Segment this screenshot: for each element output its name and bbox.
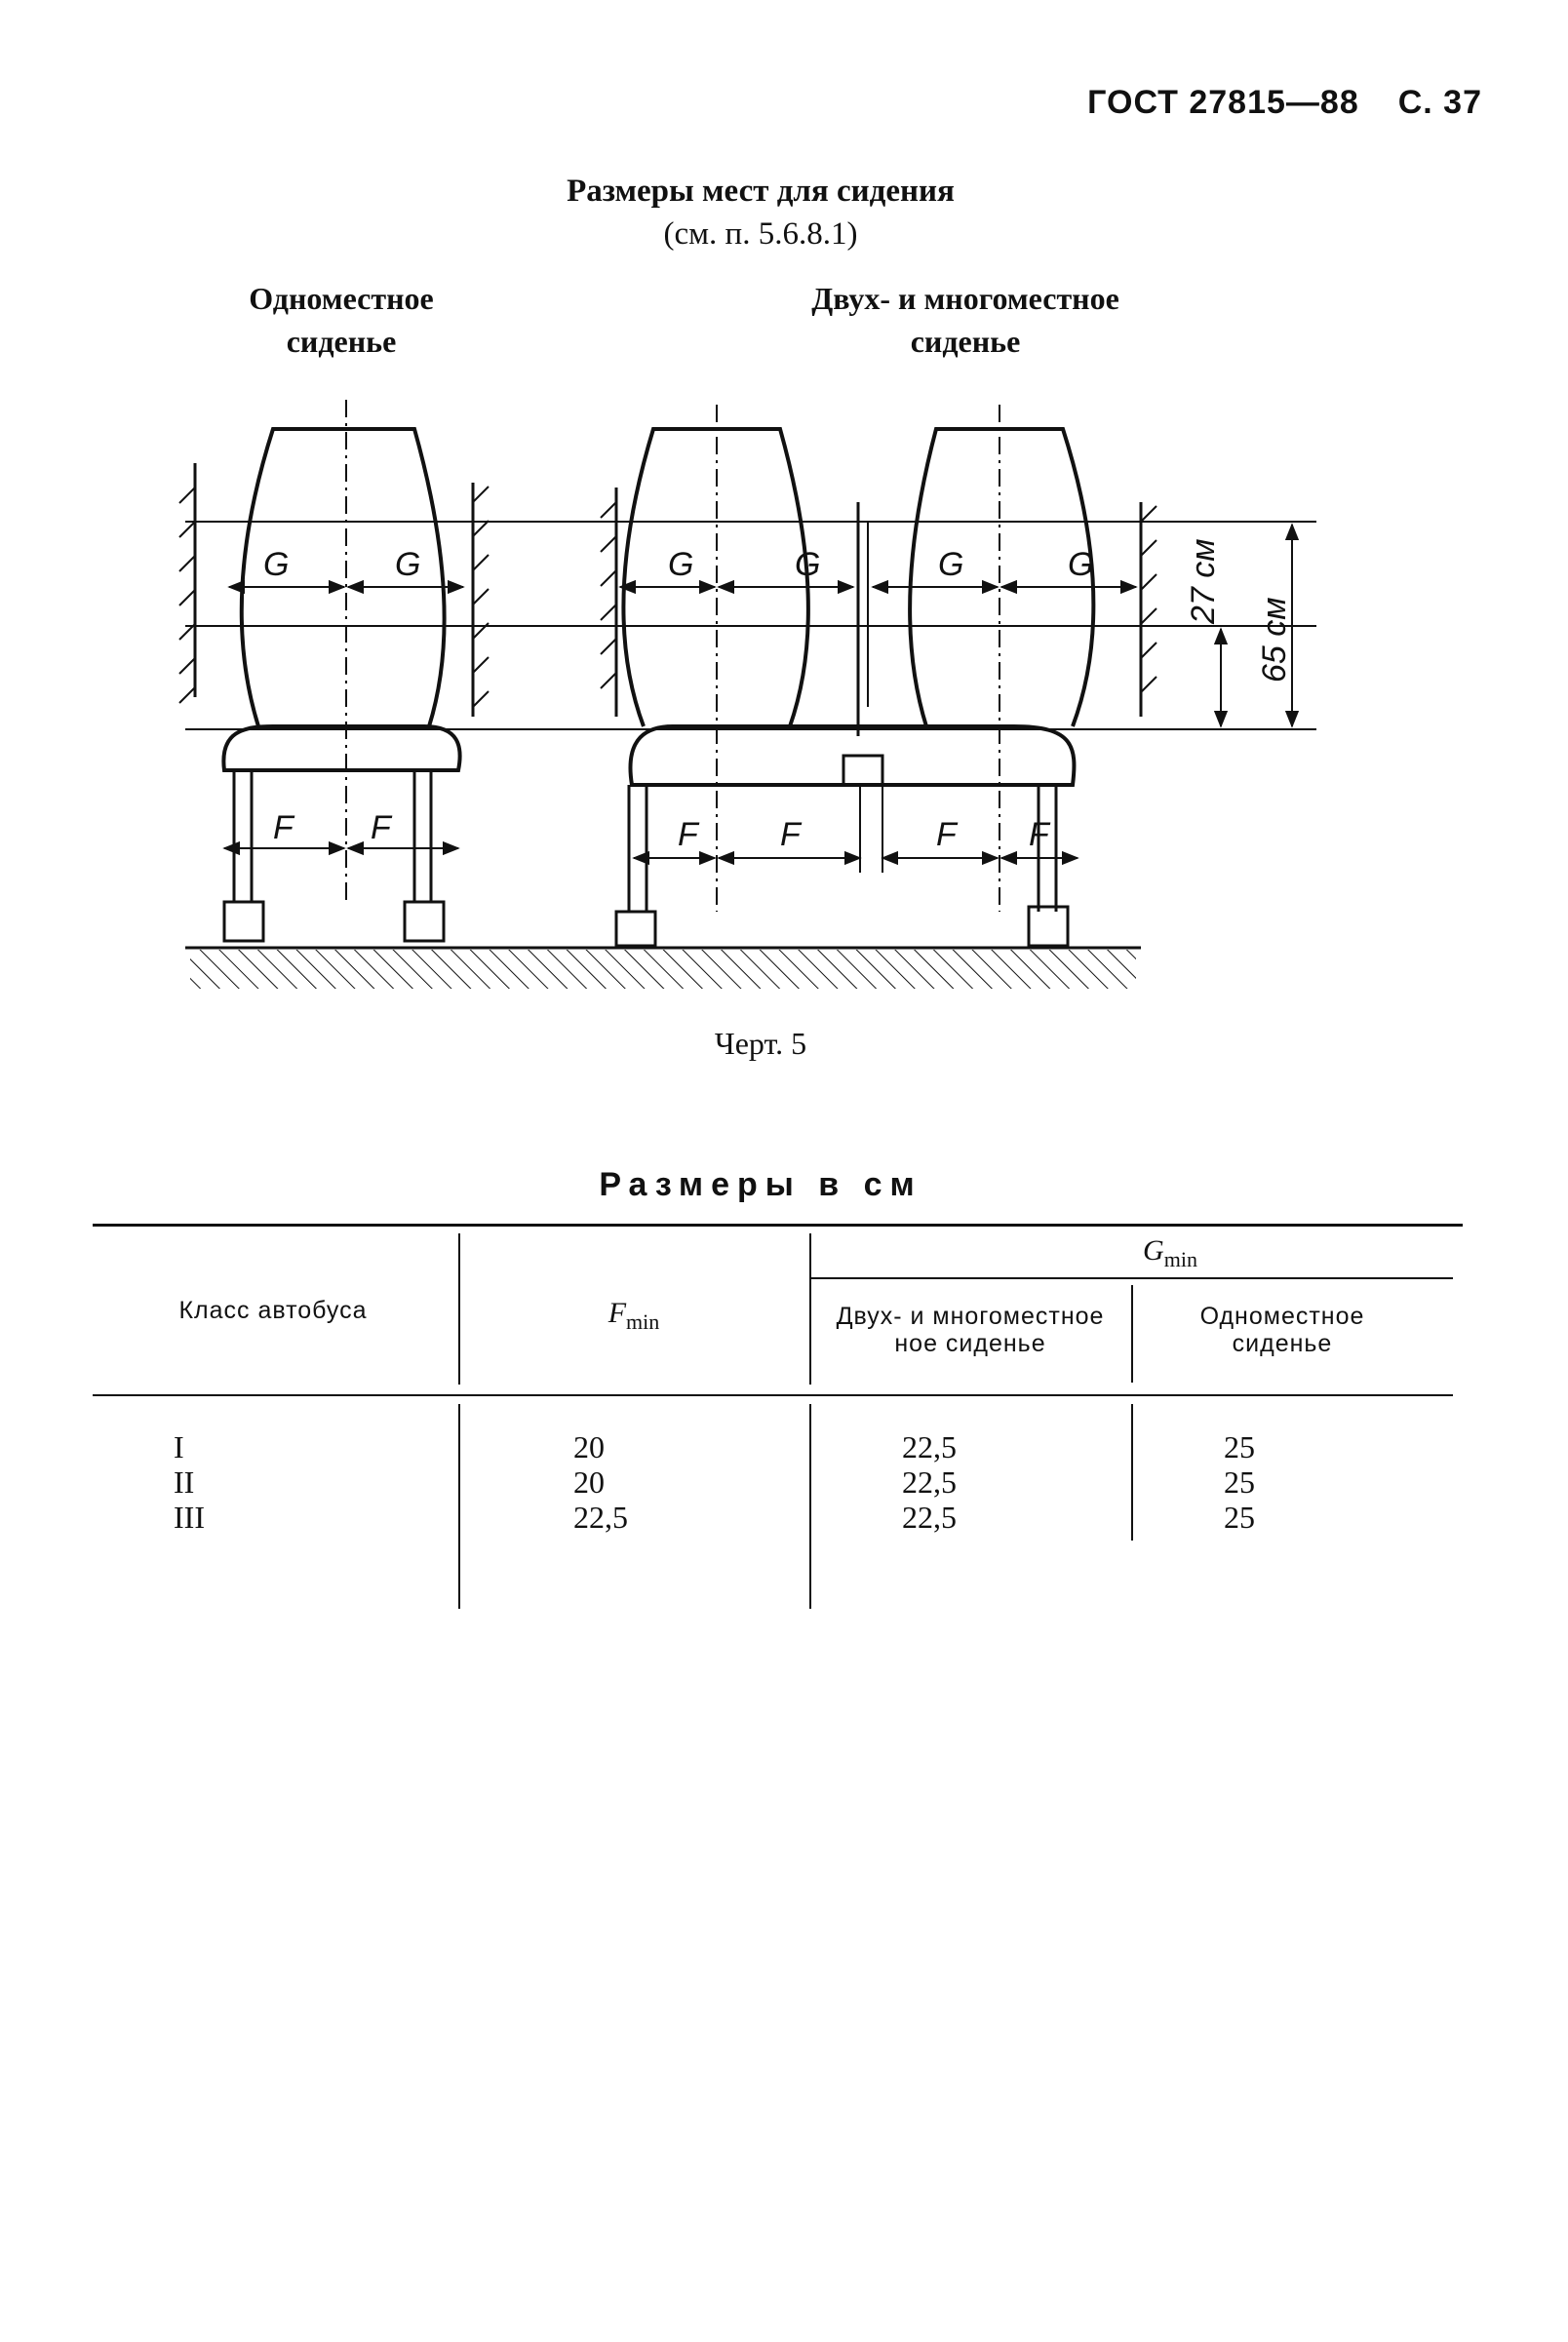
g-subheader-rule <box>809 1277 1453 1279</box>
column-divider <box>1131 1285 1133 1383</box>
f-label: F <box>371 809 391 846</box>
g-label: G <box>938 546 964 583</box>
floor <box>185 948 1141 989</box>
table-units-caption: Размеры в см <box>599 1166 922 1203</box>
left-wall <box>179 463 195 703</box>
double-seat <box>616 429 1093 946</box>
column-bus-class <box>174 1429 291 1535</box>
f-label: F <box>936 816 957 853</box>
table-cell: 20 <box>573 1429 605 1464</box>
dim-65-label: 65 см <box>1256 597 1293 683</box>
column-f-min <box>573 1429 690 1535</box>
column-divider <box>809 1404 811 1609</box>
dim-27-label: 27 см <box>1185 538 1222 624</box>
table-cell: 22,5 <box>902 1500 957 1535</box>
g-label: G <box>795 546 821 583</box>
g-label: G <box>263 546 290 583</box>
header-bus-class: Класс автобуса <box>178 1297 368 1324</box>
table-top-rule <box>93 1224 1463 1227</box>
g-label: G <box>1068 546 1094 583</box>
f-labels <box>273 809 1051 853</box>
single-seat <box>223 429 459 941</box>
f-label: F <box>1029 816 1049 853</box>
table-cell: 20 <box>573 1464 605 1500</box>
seat-dimensions-drawing <box>166 395 1336 1009</box>
g-label: G <box>395 546 421 583</box>
header-multi-seat: Двух- и многоместное ное сиденье <box>836 1303 1105 1357</box>
section-title: Размеры мест для сидения <box>567 174 955 209</box>
f-label: F <box>273 809 294 846</box>
table-cell: I <box>174 1429 184 1464</box>
table-cell: 22,5 <box>902 1464 957 1500</box>
section-reference: (см. п. 5.6.8.1) <box>663 216 858 252</box>
f-label: F <box>780 816 801 853</box>
g-label: G <box>668 546 694 583</box>
multi-right-wall <box>1141 502 1156 717</box>
header-f-min: $F_{min}$ <box>608 1297 660 1334</box>
table-header-rule <box>93 1394 1453 1396</box>
header-single-seat: Одноместное сиденье <box>1199 1303 1365 1357</box>
single-right-wall <box>473 483 489 717</box>
column-divider <box>809 1233 811 1385</box>
f-label: F <box>678 816 698 853</box>
page-header <box>975 84 1482 122</box>
table-cell: III <box>174 1500 205 1535</box>
header-g-min: $G_{min}$ <box>1143 1234 1197 1271</box>
column-divider <box>458 1404 460 1609</box>
horizontal-reference-lines <box>185 522 1316 729</box>
table-cell: 25 <box>1224 1429 1255 1464</box>
table-cell: 22,5 <box>573 1500 628 1535</box>
table-cell: 25 <box>1224 1464 1255 1500</box>
column-single-seat <box>1224 1429 1341 1535</box>
page-number: С. 37 <box>1397 84 1482 121</box>
column-multi-seat <box>902 1429 1019 1535</box>
standard-number: ГОСТ 27815—88 <box>1087 84 1359 121</box>
table-cell: 25 <box>1224 1500 1255 1535</box>
table-cell: II <box>174 1464 195 1500</box>
figure-caption: Черт. 5 <box>714 1026 807 1061</box>
g-labels <box>263 546 1093 583</box>
table-cell: 22,5 <box>902 1429 957 1464</box>
single-seat-caption: Одноместное сиденье <box>249 281 434 359</box>
multi-seat-caption: Двух- и многоместное сиденье <box>811 281 1119 359</box>
column-divider <box>1131 1404 1133 1541</box>
